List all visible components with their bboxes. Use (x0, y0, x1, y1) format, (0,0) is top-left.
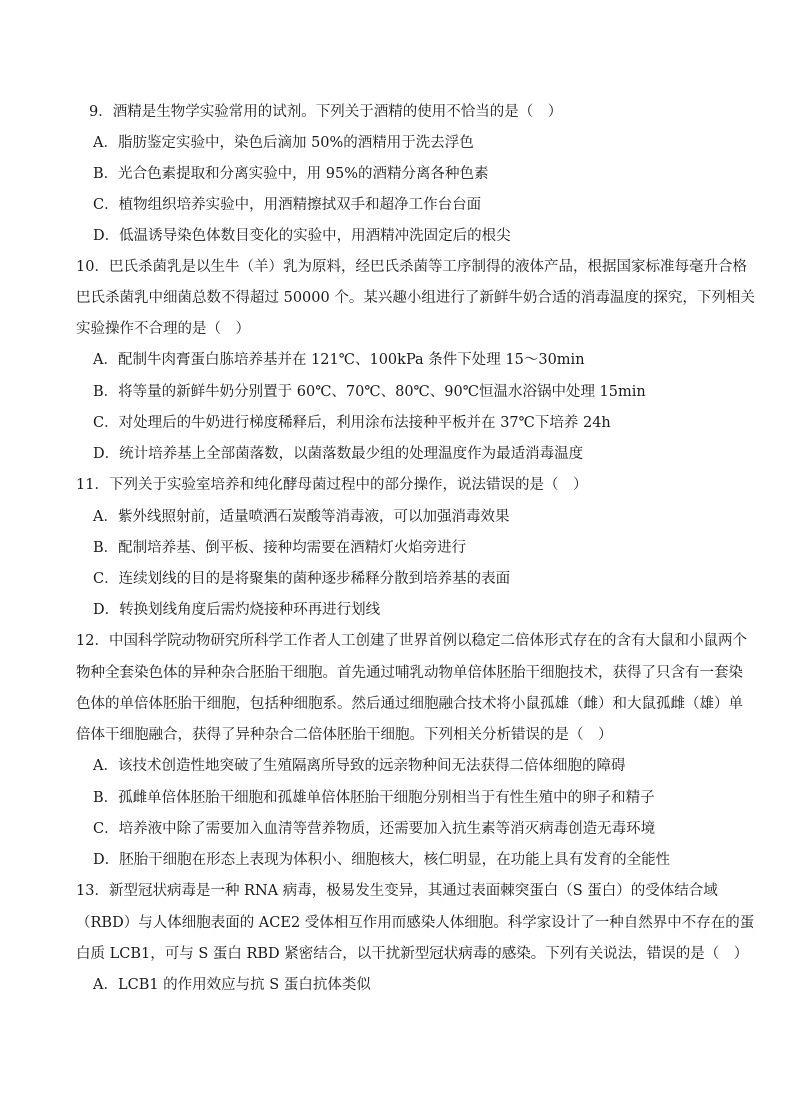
question-9-option-c: C．植物组织培养实验中，用酒精擦拭双手和超净工作台台面 (93, 197, 482, 213)
question-9-stem: 9．酒精是生物学实验常用的试剂。下列关于酒精的使用不恰当的是（ ） (89, 104, 563, 120)
question-10-option-a: A．配制牛肉膏蛋白胨培养基并在 121℃、100kPa 条件下处理 15～30min (93, 352, 585, 368)
question-10-option-c: C．对处理后的牛奶进行梯度稀释后，利用涂布法接种平板并在 37℃下培养 24h (93, 415, 611, 431)
question-11-option-c: C．连续划线的目的是将聚集的菌种逐步稀释分散到培养基的表面 (93, 571, 511, 587)
question-13-option-a: A．LCB1 的作用效应与抗 S 蛋白抗体类似 (93, 977, 371, 993)
question-11-stem: 11．下列关于实验室培养和纯化酵母菌过程中的部分操作，说法错误的是（ ） (76, 477, 588, 493)
question-12-option-b: B．孤雌单倍体胚胎干细胞和孤雄单倍体胚胎干细胞分别相当于有性生殖中的卵子和精子 (93, 790, 655, 806)
question-9-option-a: A．脂肪鉴定实验中，染色后滴加 50%的酒精用于洗去浮色 (93, 135, 474, 151)
question-13-stem-line-3: 白质 LCB1，可与 S 蛋白 RBD 紧密结合，以干扰新型冠状病毒的感染。下列有关说法，错误的是（ ） (76, 946, 749, 962)
question-10-stem-line-2: 巴氏杀菌乳中细菌总数不得超过 50000 个。某兴趣小组进行了新鲜牛奶合适的消毒温度的探究，下列相关 (76, 290, 755, 306)
question-12-option-c: C．培养液中除了需要加入血清等营养物质，还需要加入抗生素等消灭病毒创造无毒环境 (93, 821, 656, 837)
question-9-option-d: D．低温诱导染色体数目变化的实验中，用酒精冲洗固定后的根尖 (93, 228, 511, 244)
question-12-option-d: D．胚胎干细胞在形态上表现为体积小、细胞核大，核仁明显，在功能上具有发育的全能性 (93, 852, 671, 868)
question-11-option-d: D．转换划线角度后需灼烧接种环再进行划线 (93, 602, 381, 618)
question-13-stem: 13．新型冠状病毒是一种 RNA 病毒，极易发生变异，其通过表面棘突蛋白（S 蛋白）的受体结合域 (76, 883, 718, 899)
question-9-option-b: B．光合色素提取和分离实验中，用 95%的酒精分离各种色素 (93, 166, 489, 182)
question-10-stem: 10．巴氏杀菌乳是以生牛（羊）乳为原料，经巴氏杀菌等工序制得的液体产品，根据国家标准每毫升合格 (76, 259, 747, 275)
question-12-stem-line-2: 物种全套染色体的异种杂合胚胎干细胞。首先通过哺乳动物单倍体胚胎干细胞技术，获得了只含有一套染 (76, 665, 743, 681)
question-10-option-d: D．统计培养基上全部菌落数，以菌落数最少组的处理温度作为最适消毒温度 (93, 446, 584, 462)
question-13-stem-line-2: （RBD）与人体细胞表面的 ACE2 受体相互作用而感染人体细胞。科学家设计了一种自然界中不存在的蛋 (76, 915, 755, 931)
question-10-stem-line-3: 实验操作不合理的是（ ） (76, 321, 250, 337)
question-10-option-b: B．将等量的新鲜牛奶分别置于 60℃、70℃、80℃、90℃恒温水浴锅中处理 15min (93, 384, 646, 400)
question-12-option-a: A．该技术创造性地突破了生殖隔离所导致的远亲物种间无法获得二倍体细胞的障碍 (93, 758, 626, 774)
question-12-stem: 12．中国科学院动物研究所科学工作者人工创建了世界首例以稳定二倍体形式存在的含有大鼠和小鼠两个 (76, 633, 747, 649)
question-12-stem-line-4: 倍体干细胞融合，获得了异种杂合二倍体胚胎干细胞。下列相关分析错误的是（ ） (76, 727, 613, 743)
question-12-stem-line-3: 色体的单倍体胚胎干细胞，包括种细胞系。然后通过细胞融合技术将小鼠孤雄（雌）和大鼠孤雌（雄）单 (76, 696, 743, 712)
question-11-option-a: A．紫外线照射前，适量喷洒石炭酸等消毒液，可以加强消毒效果 (93, 509, 510, 525)
question-11-option-b: B．配制培养基、倒平板、接种均需要在酒精灯火焰旁进行 (93, 540, 467, 556)
